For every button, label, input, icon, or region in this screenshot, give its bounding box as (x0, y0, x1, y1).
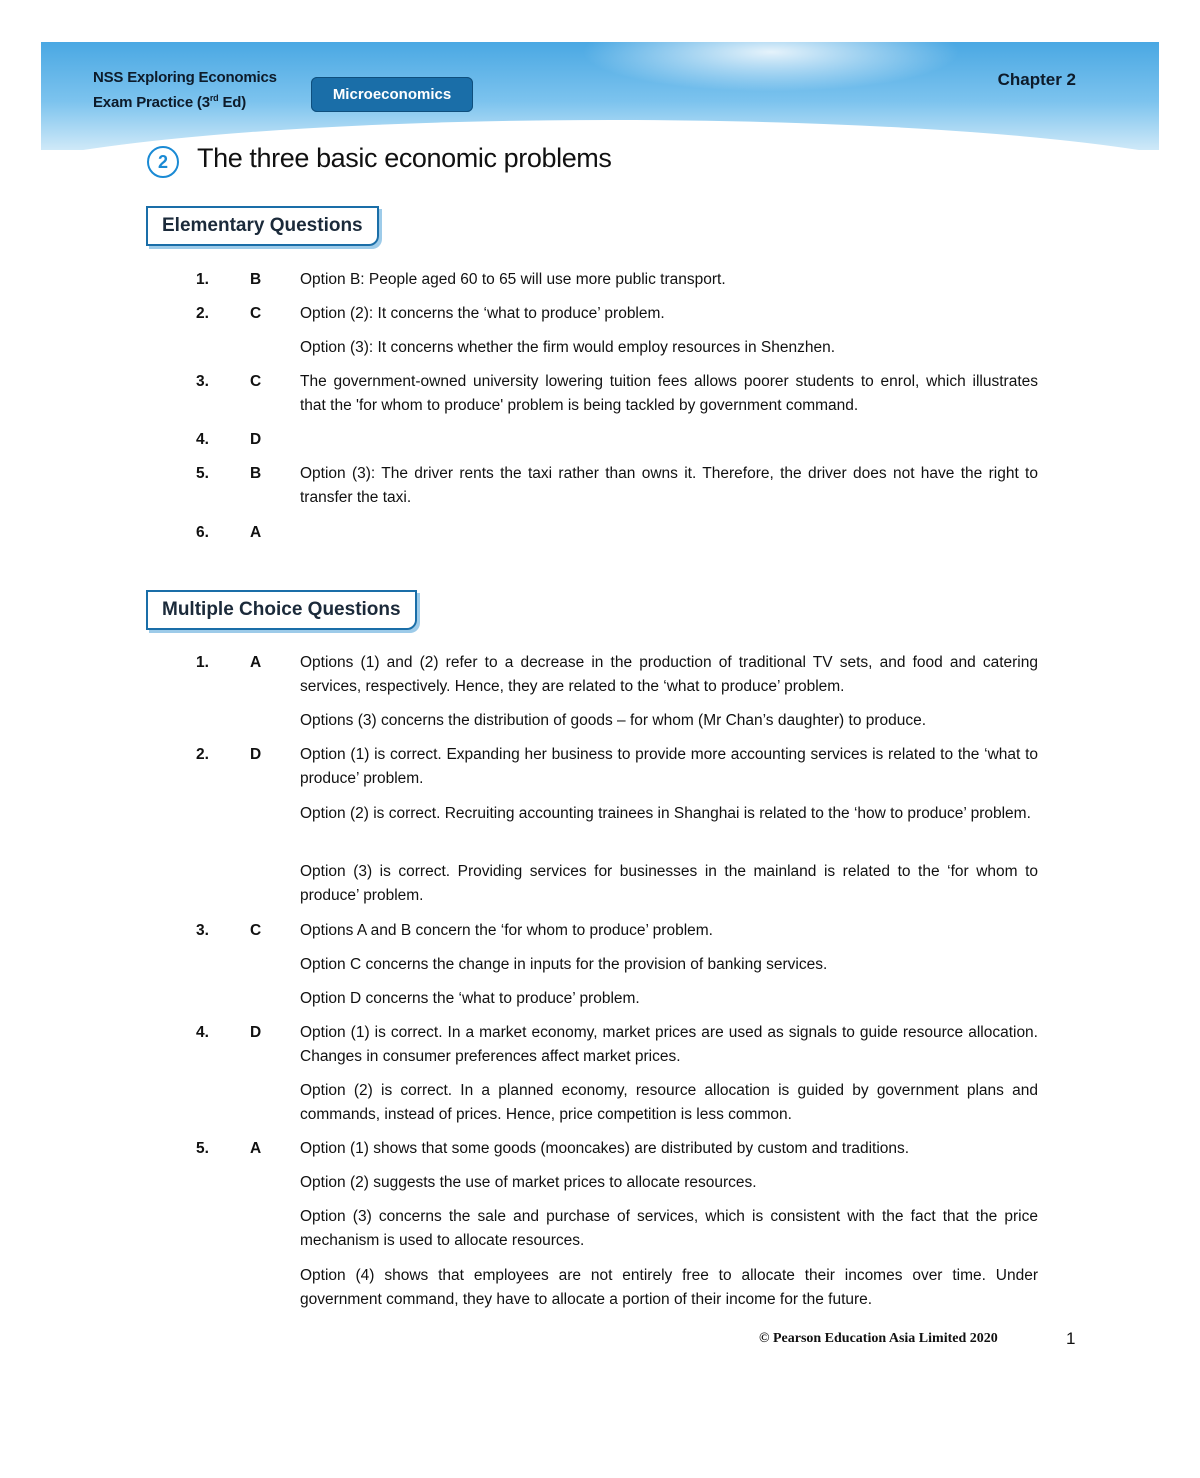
book-title-line1: NSS Exploring Economics (93, 69, 277, 86)
explanation: Option (1) is correct. Expanding her business to provide more accounting services is related to the ‘what to produce’ problem. (300, 746, 1038, 787)
explanation: Option (3): It concerns whether the firm would employ resources in Shenzhen. (300, 339, 836, 356)
section-title-elementary: Elementary Questions (146, 206, 379, 246)
answer-letter: A (250, 524, 262, 541)
answer-letter: A (250, 1140, 262, 1157)
chapter-label: Chapter 2 (997, 70, 1076, 89)
book-title-edition-suffix: Ed) (218, 94, 247, 111)
microeconomics-tag: Microeconomics (311, 77, 473, 112)
explanation: Option (2) suggests the use of market prices to allocate resources. (300, 1174, 757, 1191)
explanation: Option (1) is correct. In a market economy, market prices are used as signals to guide resource allocation. Changes in consumer preferences affect market prices. (300, 1024, 1038, 1065)
book-title-line2 (93, 88, 277, 113)
explanation: Options (1) and (2) refer to a decrease in the production of traditional TV sets, and food and catering services, respectively. Hence, they are related to the ‘what to produce’ problem. (300, 654, 1038, 695)
explanation: Option (3): The driver rents the taxi rather than owns it. Therefore, the driver does not have the right to transfer the taxi. (300, 465, 1038, 506)
copyright-notice: © Pearson Education Asia Limited 2020 (759, 1331, 998, 1346)
answer-letter: C (250, 922, 262, 939)
explanation: Option (2) is correct. Recruiting accounting trainees in Shanghai is related to the ‘how to produce’ problem. (300, 805, 1031, 822)
banner-glow (581, 42, 961, 92)
question-number: 4. (196, 431, 209, 448)
explanation: The government-owned university lowering tuition fees allows poorer students to enrol, which illustrates that the 'for whom to produce' problem is being tackled by government command. (300, 373, 1038, 414)
chapter-title: The three basic economic problems (197, 143, 612, 173)
explanation: Option (4) shows that employees are not entirely free to allocate their incomes over time. Under government command, they have to allocate a portion of their income for the future. (300, 1267, 1038, 1308)
book-title-edition-sup: rd (209, 93, 219, 103)
section-title-mcq: Multiple Choice Questions (146, 590, 417, 630)
answer-letter: B (250, 465, 262, 482)
explanation: Option (3) is correct. Providing services for businesses in the mainland is related to the ‘for whom to produce’ problem. (300, 863, 1038, 904)
question-number: 6. (196, 524, 209, 541)
explanation: Options (3) concerns the distribution of goods – for whom (Mr Chan’s daughter) to produce. (300, 712, 927, 729)
answer-letter: D (250, 431, 262, 448)
answer-letter: A (250, 654, 262, 671)
explanation: Option (2): It concerns the ‘what to produce’ problem. (300, 305, 665, 322)
answer-letter: C (250, 373, 262, 390)
question-number: 3. (196, 922, 209, 939)
question-number: 1. (196, 654, 209, 671)
question-number: 2. (196, 746, 209, 763)
book-title (93, 67, 277, 113)
answer-letter: D (250, 746, 262, 763)
explanation: Option D concerns the ‘what to produce’ problem. (300, 990, 640, 1007)
book-title-edition-prefix: Exam Practice (3 (93, 94, 210, 111)
explanation: Option (2) is correct. In a planned economy, resource allocation is guided by government plans and commands, instead of prices. Hence, price competition is less common. (300, 1082, 1038, 1123)
explanation: Option (1) shows that some goods (mooncakes) are distributed by custom and traditions. (300, 1140, 910, 1157)
explanation: Option B: People aged 60 to 65 will use more public transport. (300, 271, 726, 288)
answer-letter: B (250, 271, 262, 288)
answer-letter: C (250, 305, 262, 322)
question-number: 2. (196, 305, 209, 322)
question-number: 3. (196, 373, 209, 390)
question-number: 4. (196, 1024, 209, 1041)
question-number: 5. (196, 465, 209, 482)
explanation: Option C concerns the change in inputs for the provision of banking services. (300, 956, 828, 973)
explanation: Options A and B concern the ‘for whom to produce’ problem. (300, 922, 713, 939)
explanation: Option (3) concerns the sale and purchase of services, which is consistent with the fact that the price mechanism is used to allocate resources. (300, 1208, 1038, 1249)
question-number: 1. (196, 271, 209, 288)
page-number: 1 (1066, 1329, 1076, 1348)
question-number: 5. (196, 1140, 209, 1157)
chapter-number-badge: 2 (147, 146, 179, 178)
answer-letter: D (250, 1024, 262, 1041)
